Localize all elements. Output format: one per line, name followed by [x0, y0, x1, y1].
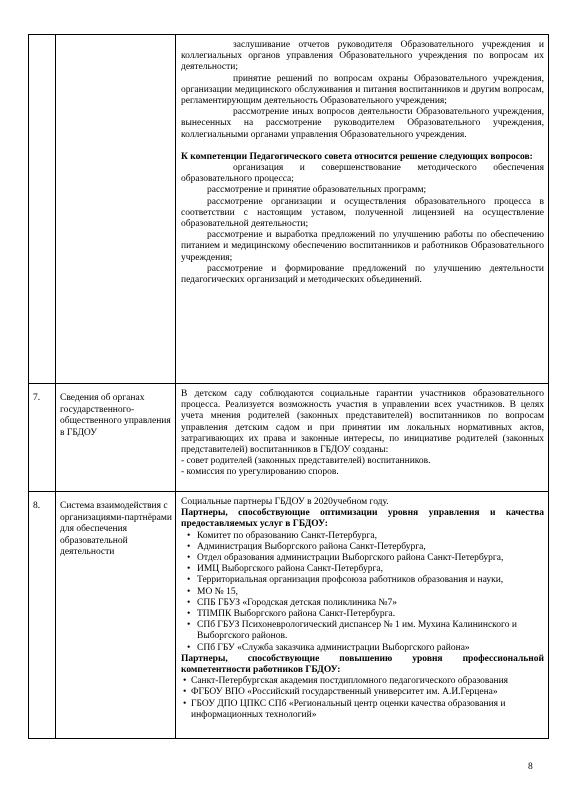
- list-item: • СПб ГБУЗ Психоневрологический диспансер № 1 им. Мухина Калининского и Выборгского районов.: [197, 620, 544, 642]
- paragraph: В детском саду соблюдаются социальные гарантии участников образовательного процесса. Реализуется возможность участия в управлении всех участников. В целях учета мнения родителей (законных представителей) воспитанников по вопросам управления детским садом и при принятии им локальных нормативных актов, затрагивающих их права и законные интересы, по инициативе родителей (законных представителей) воспитанников в ГБДОУ созданы:: [181, 389, 544, 456]
- topic-cell: [56, 35, 176, 384]
- paragraph: Социальные партнеры ГБДОУ в 2020учебном году.: [181, 497, 389, 507]
- list-item: • СПБ ГБУЗ «Городская детская поликлиника №7»: [197, 598, 544, 609]
- number-cell: [29, 35, 56, 384]
- partner-list: [181, 531, 544, 654]
- list-item: • ГБОУ ДПО ЦПКС СПб «Региональный центр оценки качества образования и информационных технологий»: [191, 699, 544, 721]
- list-line: - комиссия по урегулированию споров.: [181, 467, 339, 478]
- page-number: 8: [528, 762, 533, 772]
- list-item: • МО № 15,: [197, 587, 544, 598]
- list-line: - совет родителей (законных представителей) воспитанников.: [181, 456, 431, 467]
- row-topic: Сведения об органах государственного-общественного управления в ГБДОУ: [56, 384, 176, 492]
- paragraph: принятие решений по вопросам охраны Образовательного учреждения, организации медицинского обслуживания и питания воспитанников и другим вопросам, регламентирующим деятельность Образовательного учреждения;: [181, 73, 544, 107]
- document-table: [28, 34, 549, 739]
- list-item: • Санкт-Петербургская академия постдипломного педагогического образования: [191, 676, 544, 687]
- paragraph: рассмотрение и выработка предложений по улучшению работы по обеспечению питанием и медицинскому обеспечению воспитанников и работников Образовательного учреждения;: [181, 230, 544, 263]
- table-row: [29, 35, 549, 384]
- list-item: • ИМЦ Выборгского района Санкт-Петербурга,: [197, 564, 544, 575]
- content-cell: [176, 492, 549, 739]
- paragraph: рассмотрение и формирование предложений по улучшению деятельности педагогических организаций и методических объединений.: [181, 263, 544, 286]
- partner-list: [181, 676, 544, 721]
- paragraph: рассмотрение иных вопросов деятельности Образовательного учреждения, вынесенных на рассмотрение руководителем Образовательного учреждения, коллегиальными органами управления Образовательного учреждения.: [181, 107, 544, 140]
- row-number: 8.: [29, 492, 56, 739]
- list-item: • Территориальная организация профсоюза работников образования и науки,: [197, 575, 544, 586]
- table-row: [29, 492, 549, 739]
- row-topic: Система взаимодействия с организациями-партнёрами для обеспечения образовательной деятельности: [56, 492, 176, 739]
- table-row: [29, 384, 549, 492]
- list-item: • ФГБОУ ВПО «Российский государственный университет им. А.И.Герцена»: [191, 687, 544, 698]
- list-item: • Администрация Выборгского района Санкт-Петербурга,: [197, 542, 544, 553]
- paragraph: заслушивание отчетов руководителя Образовательного учреждения и коллегиальных органов управления Образовательного учреждения по вопросам их деятельности;: [181, 40, 544, 73]
- list-item: • ТПМПК Выборгского района Санкт-Петербурга.: [197, 609, 544, 620]
- content-cell: [176, 384, 549, 492]
- list-item: • Комитет по образованию Санкт-Петербурга,: [197, 531, 544, 542]
- list-item: • Отдел образования администрации Выборгского района Санкт-Петербурга,: [197, 553, 544, 564]
- list-item: • СПб ГБУ «Служба заказчика администрации Выборгского района»: [197, 643, 544, 654]
- section-heading: Партнеры, способствующие повышению уровня профессиональной компетентности работников ГБДОУ:: [181, 653, 544, 676]
- row-number: 7.: [29, 384, 56, 492]
- content-cell: [176, 35, 549, 384]
- paragraph: рассмотрение и принятие образовательных программ;: [207, 185, 427, 196]
- paragraph: организация и совершенствование методического обеспечения образовательного процесса;: [181, 163, 544, 185]
- paragraph: рассмотрение организации и осуществления образовательного процесса в соответствии с настоящим уставом, полученной лицензией на осуществление образовательной деятельности;: [181, 196, 544, 230]
- section-heading: Партнеры, способствующие оптимизации уровня управления и качества предоставляемых услуг в ГБДОУ:: [181, 508, 544, 530]
- section-heading: К компетенции Педагогического совета относится решение следующих вопросов:: [181, 151, 533, 162]
